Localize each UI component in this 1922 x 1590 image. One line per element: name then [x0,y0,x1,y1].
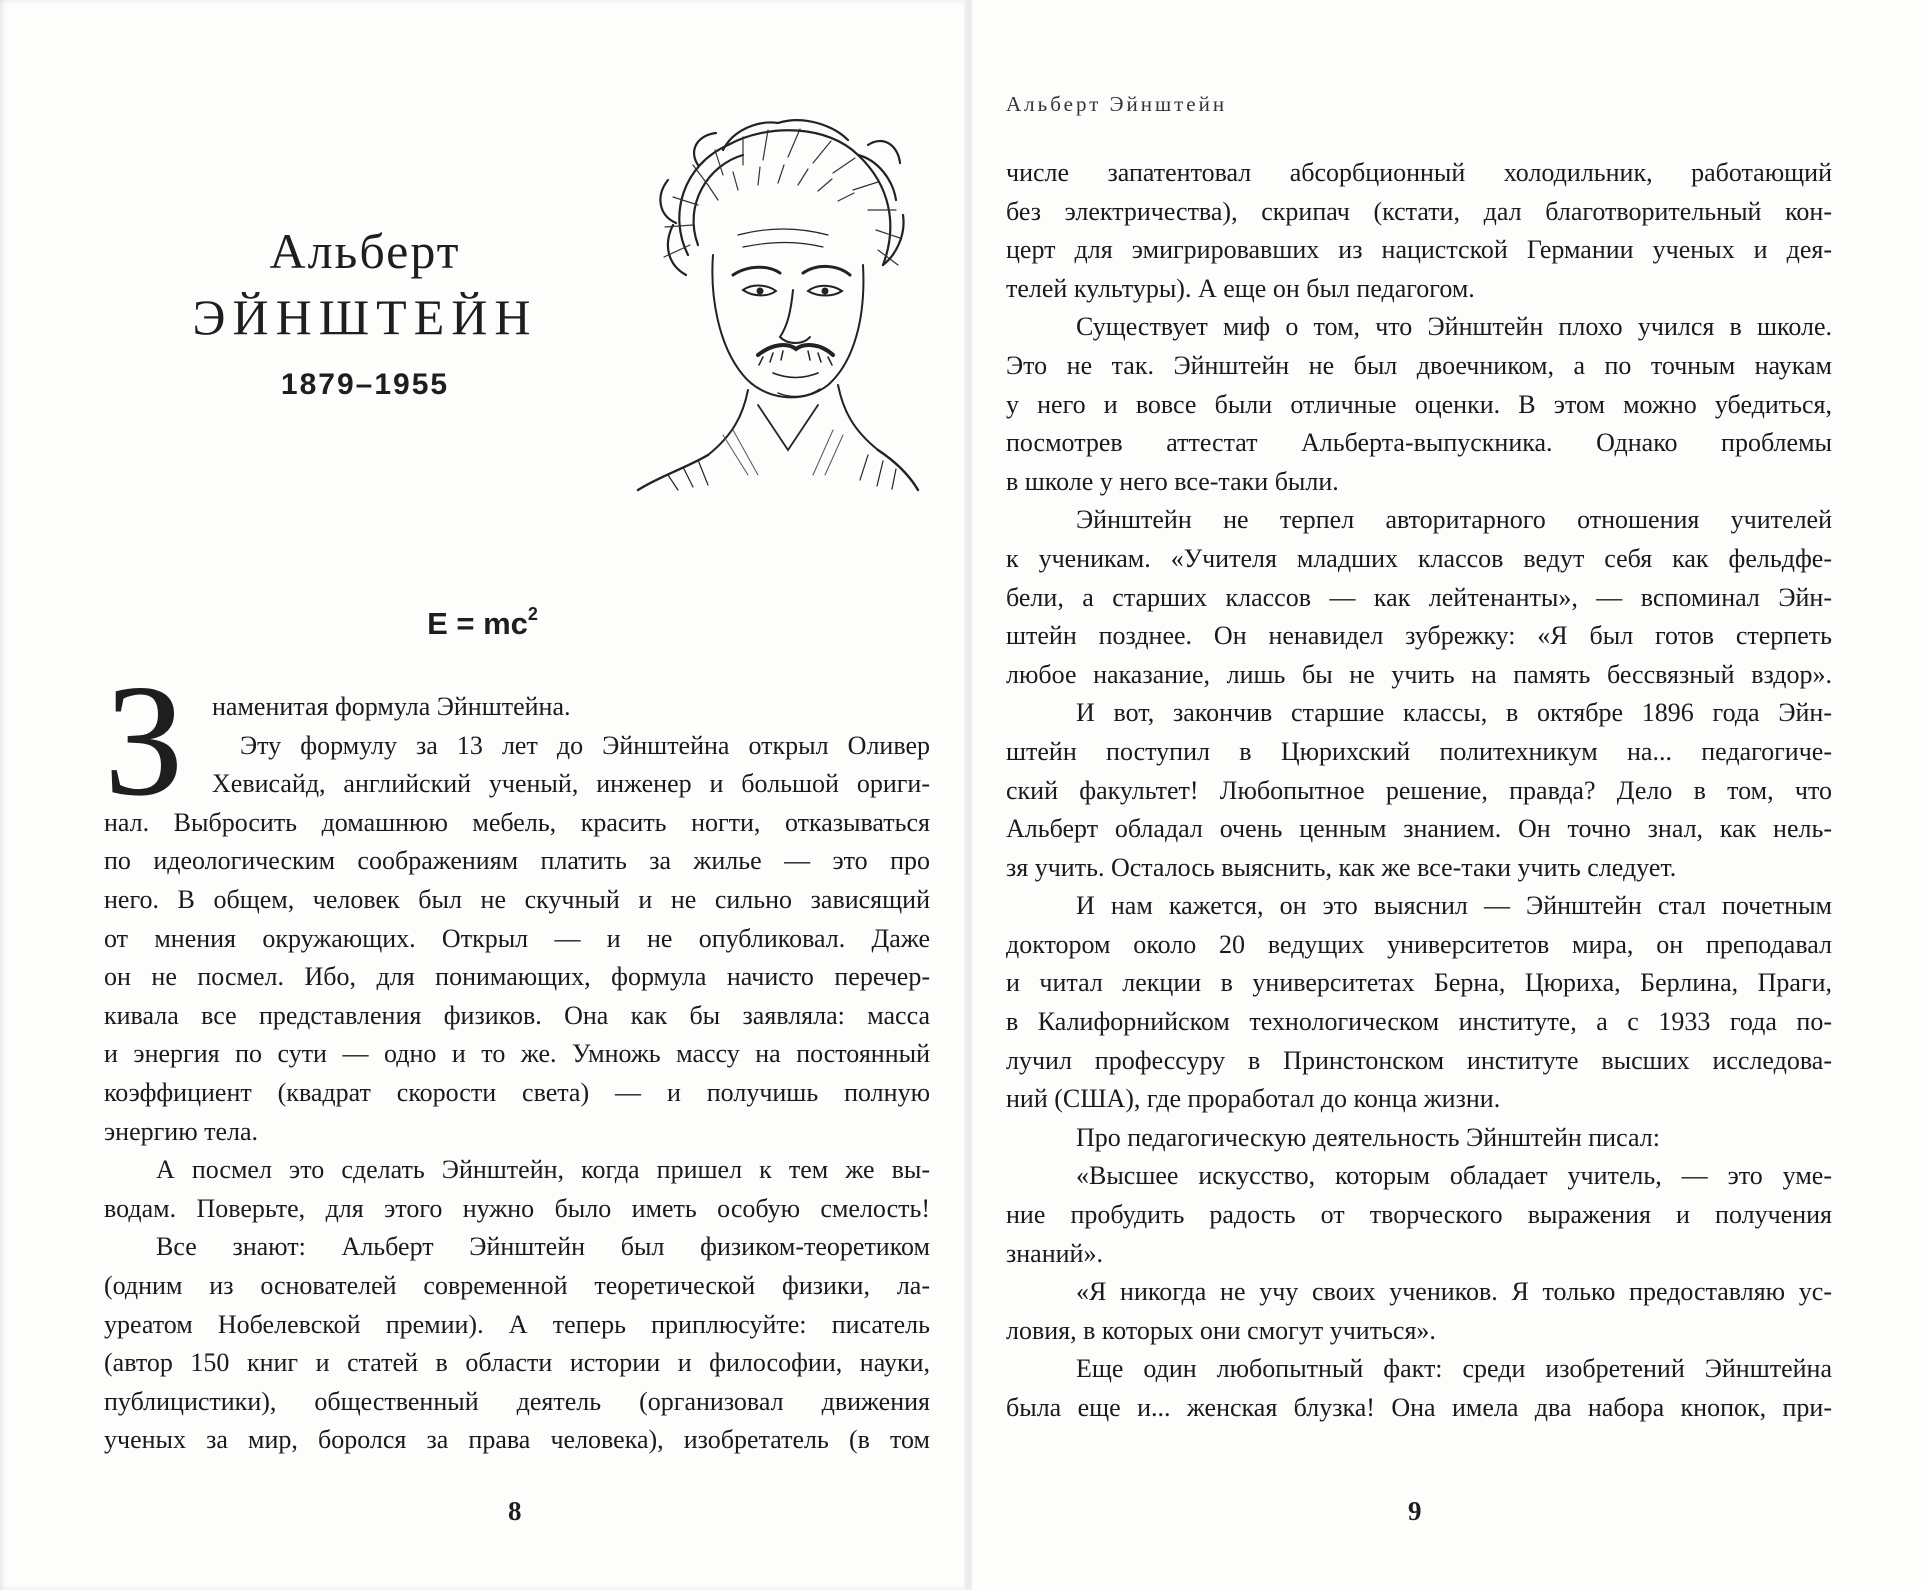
text-line: Все знают: Альберт Эйнштейн был физиком-теоретиком [156,1232,930,1262]
text-line: и читал лекции в университетах Берна, Цюриха, Берлина, Праги, [1006,968,1832,998]
text-line: Еще один любопытный факт: среди изобретений Эйнштейна [1076,1354,1832,1384]
left-text-block-2 [104,804,930,1460]
text-line: (автор 150 книг и статей в области истории и философии, науки, [104,1348,930,1378]
text-line: он не посмел. Ибо, для понимающих, формула начисто перечер- [104,962,930,992]
text-line: И вот, закончив старшие классы, в октябре 1896 года Эйн- [1076,698,1832,728]
text-line: кивала все представления физиков. Она как бы заявляла: масса [104,1000,930,1030]
text-line: водам. Поверьте, для этого нужно было иметь особую смелость! [104,1193,930,1223]
text-line: церт для эмигрировавших из нацистской Германии ученых и дея- [1006,235,1832,265]
page-number-left: 8 [508,1496,522,1526]
text-line: в школе у него все-таки были. [1006,466,1339,496]
text-line: телей культуры). А еще он был педагогом. [1006,273,1475,303]
text-line: штейн позднее. Он ненавидел зубрежку: «Я был готов стерпеть [1006,621,1832,651]
text-line: Хевисайд, английский ученый, инженер и большой ориги- [212,769,930,799]
text-line: любое наказание, лишь бы не учить на память бессвязный вздор». [1006,659,1832,689]
text-line: посмотрев аттестат Альберта-выпускника. Однако проблемы [1006,428,1832,458]
text-line: числе запатентовал абсорбционный холодильник, работающий [1006,158,1832,187]
text-line: Это не так. Эйнштейн не был двоечником, а по точным наукам [1006,350,1832,380]
text-line: него. В общем, человек был не скучный и не сильно зависящий [104,884,930,914]
text-line: ский факультет! Любопытное решение, правда? Дело в том, что [1006,775,1832,805]
text-line: по идеологическим соображениям платить за жилье — это про [104,846,930,876]
text-line: публицистики), общественный деятель (организовал движения [104,1386,930,1416]
left-text-block-1 [104,688,930,804]
text-line: Про педагогическую деятельность Эйнштейн писал: [1076,1122,1660,1152]
text-line: ловия, в которых они смогут учиться». [1006,1315,1436,1345]
chapter-title-surname: ЭЙНШТЕЙН [192,289,538,345]
text-line: зя учить. Осталось выяснить, как же все-таки учить следует. [1006,852,1677,882]
text-line: ние пробудить радость от творческого выражения и получения [1006,1200,1832,1230]
text-line: доктором около 20 ведущих университетов мира, он преподавал [1006,929,1832,959]
formula-exponent: 2 [527,604,538,624]
formula-heading [0,606,965,642]
text-line: Альберт обладал очень ценным знанием. Он точно знал, как нель- [1006,814,1832,844]
text-line: «Я никогда не учу своих учеников. Я только предоставляю ус- [1076,1277,1832,1307]
text-line: ученых за мир, боролся за права человека), изобретатель (в том [104,1425,930,1455]
text-line: А посмел это сделать Эйнштейн, когда пришел к тем же вы- [156,1155,930,1185]
text-line: И нам кажется, он это выяснил — Эйнштейн стал почетным [1076,891,1832,921]
formula-main: E = mc [427,606,528,641]
text-line: и энергия по сути — одно и то же. Умножь массу на постоянный [104,1039,930,1069]
text-line: была еще и... женская блузка! Она имела два набора кнопок, при- [1006,1393,1832,1422]
text-line: от мнения окружающих. Открыл — и не опубликовал. Даже [104,923,930,953]
text-line: «Высшее искусство, которым обладает учитель, — это уме- [1076,1161,1832,1191]
text-line: Эйнштейн не терпел авторитарного отношения учителей [1076,505,1832,535]
drop-cap: З [104,651,185,829]
text-line: без электричества), скрипач (кстати, дал благотворительный кон- [1006,196,1832,226]
text-line: бели, а старших классов — как лейтенанты», — вспоминал Эйн- [1006,582,1832,612]
page-number-right: 9 [1408,1496,1422,1526]
text-line: штейн поступил в Цюрихский политехникум на... педагогиче- [1006,736,1832,766]
text-line: к ученикам. «Учителя младших классов ведут себя как фельдфе- [1006,543,1832,573]
chapter-years: 1879–1955 [280,368,450,401]
text-line: наменитая формула Эйнштейна. [212,692,571,721]
text-line: ний (США), где проработал до конца жизни. [1006,1084,1501,1114]
right-text-block [1006,154,1832,1428]
einstein-portrait-illustration [628,105,920,495]
text-line: энергию тела. [104,1116,259,1146]
running-head: Альберт Эйнштейн [1006,92,1228,116]
text-line: коэффициент (квадрат скорости света) — и получишь полную [104,1077,930,1107]
text-line: Эту формулу за 13 лет до Эйнштейна открыл Оливер [240,730,930,760]
text-line: у него и вовсе были отличные оценки. В этом можно убедиться, [1006,389,1832,419]
text-line: в Калифорнийском технологическом институте, а с 1933 года по- [1006,1007,1832,1037]
chapter-title-first-name: Альберт [269,223,461,279]
text-line: Существует миф о том, что Эйнштейн плохо учился в школе. [1076,312,1832,342]
text-line: (одним из основателей современной теоретической физики, ла- [104,1270,930,1300]
text-line: нал. Выбросить домашнюю мебель, красить ногти, отказываться [104,807,930,837]
text-line: уреатом Нобелевской премии). А теперь приплюсуйте: писатель [104,1309,930,1339]
text-line: знаний». [1006,1238,1103,1268]
text-line: лучил профессуру в Принстонском институте высших исследова- [1006,1045,1832,1075]
